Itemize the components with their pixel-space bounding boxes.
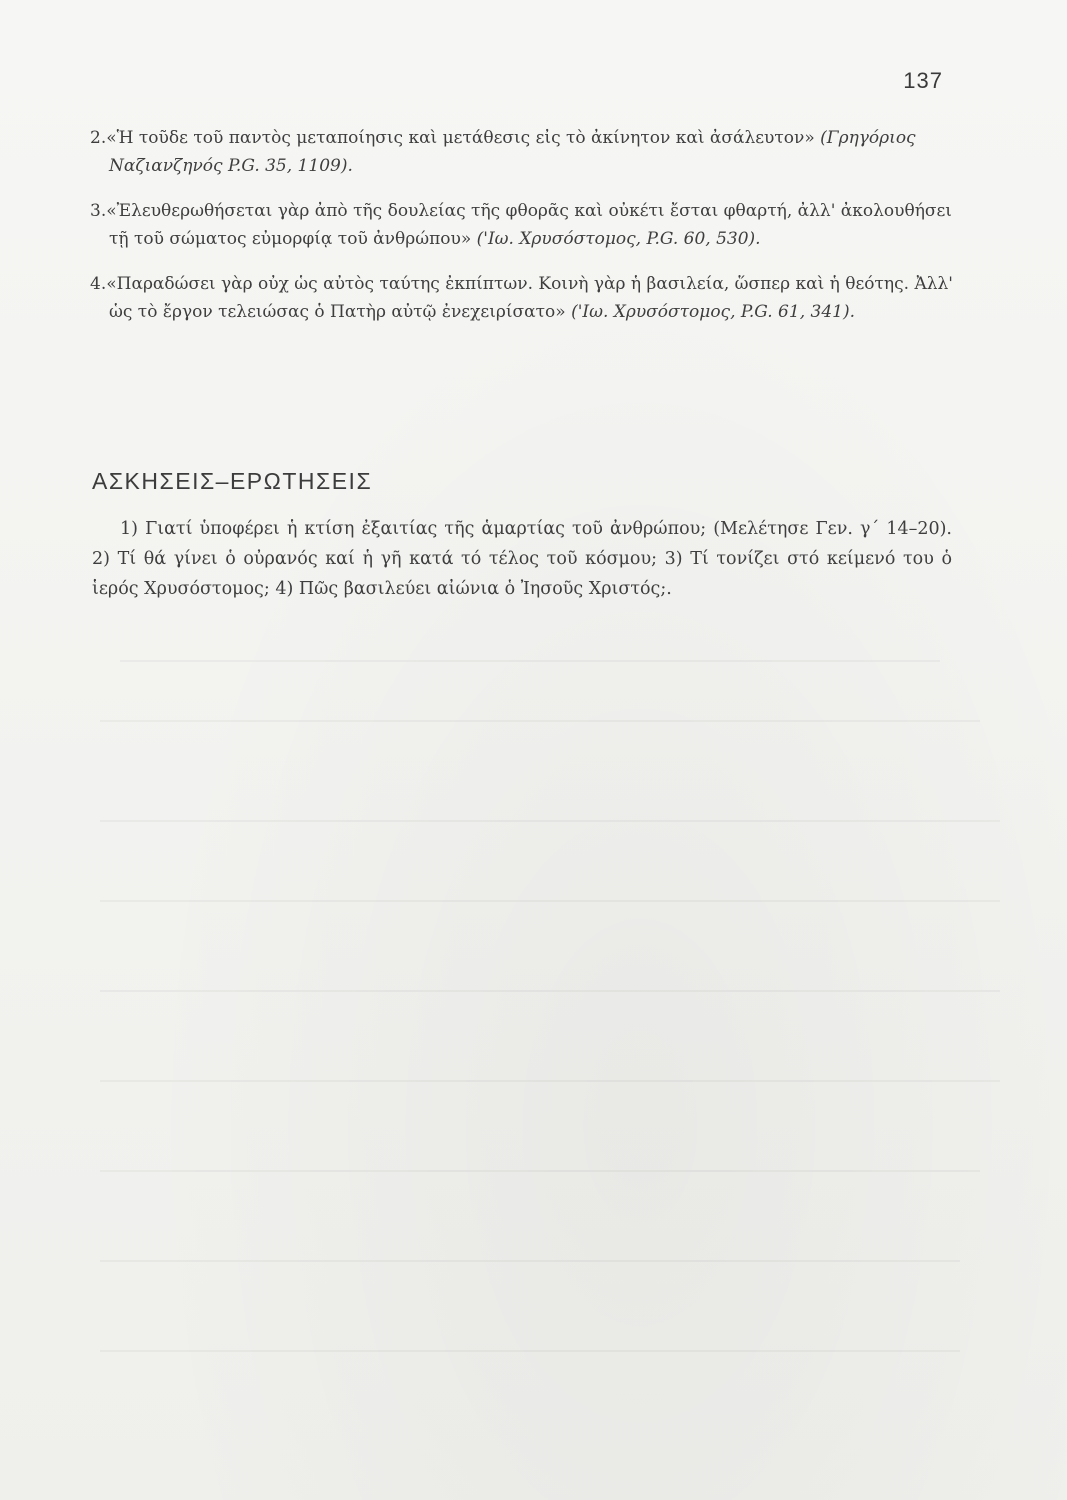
footnotes-list xyxy=(90,124,960,343)
bleed-through-line xyxy=(100,1080,1000,1082)
footnote-marker: 3. xyxy=(90,201,107,221)
bleed-through-line xyxy=(100,720,980,722)
footnote-quote: «Παραδώσει γὰρ οὐχ ὡς αὐτὸς ταύτης ἐκπίπτων. Κοινὴ γὰρ ἡ βασιλεία, ὥσπερ καὶ ἡ θεότης. Ἀλλ' ὡς τὸ ἔργον τελειώσας ὁ Πατὴρ αὐτῷ ἐνεχειρίσατο» xyxy=(106,274,953,322)
footnote-4 xyxy=(90,270,960,326)
footnote-marker: 2. xyxy=(90,128,107,148)
footnote-2 xyxy=(90,124,960,180)
bleed-through-line xyxy=(100,1170,980,1172)
bleed-through-line xyxy=(100,900,1000,902)
footnote-marker: 4. xyxy=(90,274,107,294)
exercises-text: 1) Γιατί ὑποφέρει ἡ κτίση ἐξαιτίας τῆς ἁμαρτίας τοῦ ἀνθρώπου; (Μελέτησε Γεν. γ΄ 14–20). 2) Τί θά γίνει ὁ οὐρανός καί ἡ γῆ κατά τό τέλος τοῦ κόσμου; 3) Τί τονίζει στό κείμενό του ὁ ἱερός Χρυσόστομος; 4) Πῶς βασιλεύει αἰώνια ὁ Ἰησοῦς Χριστός;. xyxy=(92,519,952,599)
page-number: 137 xyxy=(903,68,943,93)
footnote-citation: ('Ιω. Χρυσόστομος, P.G. 60, 530). xyxy=(476,229,761,249)
footnote-3 xyxy=(90,197,960,253)
bleed-through-line xyxy=(100,820,1000,822)
bleed-through-line xyxy=(100,1350,960,1352)
footnote-citation: ('Ιω. Χρυσόστομος, P.G. 61, 341). xyxy=(571,302,855,322)
footnote-quote: «Ἐλευθερωθήσεται γὰρ ἀπὸ τῆς δουλείας τῆς φθορᾶς καὶ οὐκέτι ἔσται φθαρτή, ἀλλ' ἀκολουθήσει τῇ τοῦ σώματος εὐμορφίᾳ τοῦ ἀνθρώπου» xyxy=(106,201,952,249)
bleed-through-line xyxy=(120,660,940,662)
bleed-through-line xyxy=(100,990,1000,992)
footnote-citation: (Γρηγόριος Ναζιανζηνός P.G. 35, 1109). xyxy=(109,128,916,176)
exercises-heading: ΑΣΚΗΣΕΙΣ–ΕΡΩΤΗΣΕΙΣ xyxy=(92,468,373,494)
bleed-through-line xyxy=(100,1260,960,1262)
footnote-quote: «Ἡ τοῦδε τοῦ παντὸς μεταποίησις καὶ μετάθεσις εἰς τὸ ἀκίνητον καὶ ἀσάλευτον» xyxy=(106,128,815,148)
